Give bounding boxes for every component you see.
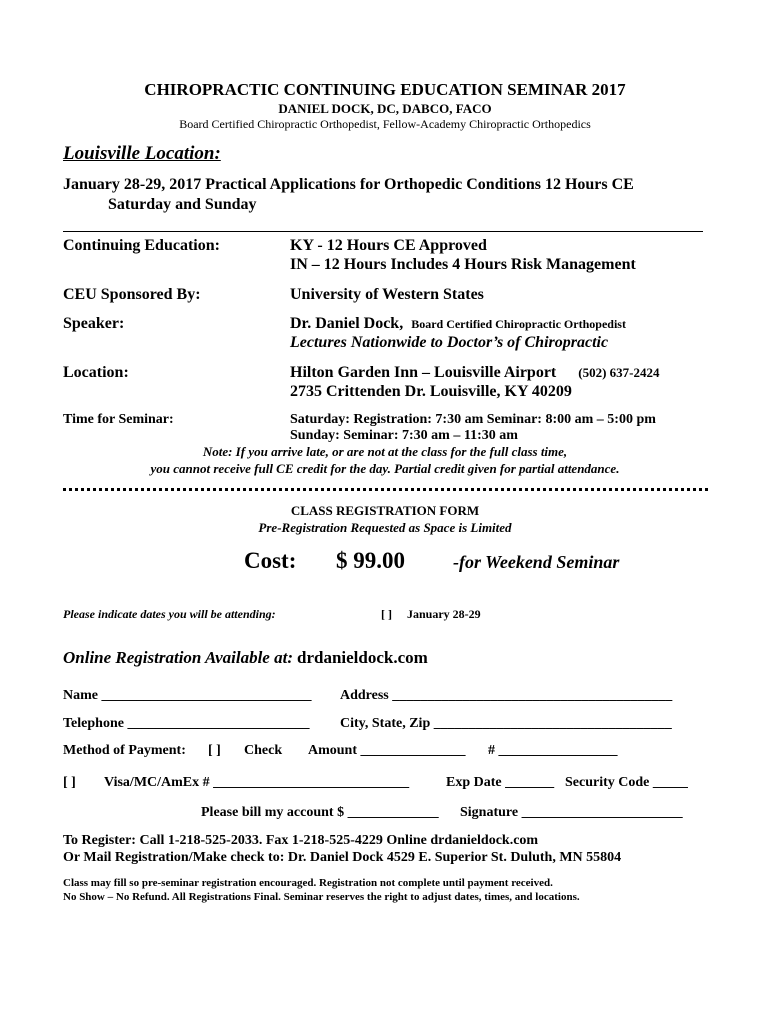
signature-field[interactable]: Signature _______________________ [460, 805, 683, 820]
time-saturday: Saturday: Registration: 7:30 am Seminar: 8:00 am – 5:00 pm [290, 412, 656, 427]
city-state-zip-field[interactable]: City, State, Zip __________________________________ [340, 716, 672, 731]
ce-value-in: IN – 12 Hours Includes 4 Hours Risk Management [290, 256, 636, 273]
telephone-field[interactable]: Telephone __________________________ [63, 716, 310, 731]
register-line-2: Or Mail Registration/Make check to: Dr. Daniel Dock 4529 E. Superior St. Duluth, MN 55804 [63, 850, 622, 865]
location-heading: Louisville Location: [63, 143, 221, 164]
cost-label: Cost: [244, 548, 297, 573]
footer-line-2: No Show – No Refund. All Registrations Final. Seminar reserves the right to adjust dates, times, and locations. [63, 891, 580, 903]
cut-line [63, 488, 708, 491]
check-checkbox[interactable]: [ ] [208, 743, 221, 758]
cost-value: $ 99.00 [336, 548, 405, 573]
speaker-name: Dr. Daniel Dock, [290, 315, 404, 332]
date-checkbox[interactable]: [ ] [381, 607, 392, 621]
event-line-1: January 28-29, 2017 Practical Applications for Orthopedic Conditions 12 Hours CE [63, 176, 634, 193]
date-option: January 28-29 [407, 607, 481, 621]
footer-line-1: Class may fill so pre-seminar registration encouraged. Registration not complete until payment received. [63, 877, 553, 889]
form-subtitle: Pre-Registration Requested as Space is Limited [258, 520, 512, 535]
bill-account-field[interactable]: Please bill my account $ _____________ [201, 805, 439, 820]
venue-address: 2735 Crittenden Dr. Louisville, KY 40209 [290, 383, 572, 400]
location-label: Location: [63, 364, 129, 381]
venue-name: Hilton Garden Inn – Louisville Airport [290, 364, 557, 381]
ce-label: Continuing Education: [63, 237, 220, 254]
section-divider [63, 231, 703, 232]
instructor-name: DANIEL DOCK, DC, DABCO, FACO [278, 101, 492, 116]
event-line-2: Saturday and Sunday [108, 196, 257, 213]
sponsor-value: University of Western States [290, 286, 484, 303]
card-checkbox[interactable]: [ ] [63, 775, 76, 790]
late-note-1: Note: If you arrive late, or are not at the class for the full class time, [202, 444, 568, 459]
instructor-credentials: Board Certified Chiropractic Orthopedist, Fellow-Academy Chiropractic Orthopedics [179, 117, 591, 131]
form-title: CLASS REGISTRATION FORM [290, 503, 480, 518]
address-field[interactable]: Address ________________________________________ [340, 688, 673, 703]
speaker-tagline: Lectures Nationwide to Doctor’s of Chiropractic [290, 334, 609, 351]
online-url[interactable]: drdanieldock.com [296, 648, 428, 667]
check-number-field[interactable]: # _________________ [488, 743, 618, 758]
speaker-label: Speaker: [63, 315, 125, 332]
venue-phone: (502) 637-2424 [578, 365, 660, 380]
time-sunday: Sunday: Seminar: 7:30 am – 11:30 am [290, 428, 518, 443]
register-line-1: To Register: Call 1-218-525-2033. Fax 1-218-525-4229 Online drdanieldock.com [63, 833, 539, 848]
check-label: Check [244, 743, 283, 758]
online-label: Online Registration Available at: [63, 648, 293, 667]
security-code-field[interactable]: Security Code _____ [565, 775, 688, 790]
ce-value-ky: KY - 12 Hours CE Approved [290, 237, 487, 254]
card-number-field[interactable]: Visa/MC/AmEx # ____________________________ [104, 775, 410, 790]
cost-suffix: -for Weekend Seminar [453, 552, 620, 572]
late-note-2: you cannot receive full CE credit for the day. Partial credit given for partial attendance. [150, 461, 620, 476]
page-title: CHIROPRACTIC CONTINUING EDUCATION SEMINAR 2017 [144, 80, 626, 99]
sponsor-label: CEU Sponsored By: [63, 286, 201, 303]
exp-date-field[interactable]: Exp Date _______ [446, 775, 555, 790]
time-label: Time for Seminar: [63, 412, 174, 427]
name-field[interactable]: Name ______________________________ [63, 688, 312, 703]
amount-field[interactable]: Amount _______________ [308, 743, 466, 758]
dates-prompt: Please indicate dates you will be attending: [63, 607, 276, 621]
speaker-title: Board Certified Chiropractic Orthopedist [411, 317, 626, 331]
payment-label: Method of Payment: [63, 743, 186, 758]
